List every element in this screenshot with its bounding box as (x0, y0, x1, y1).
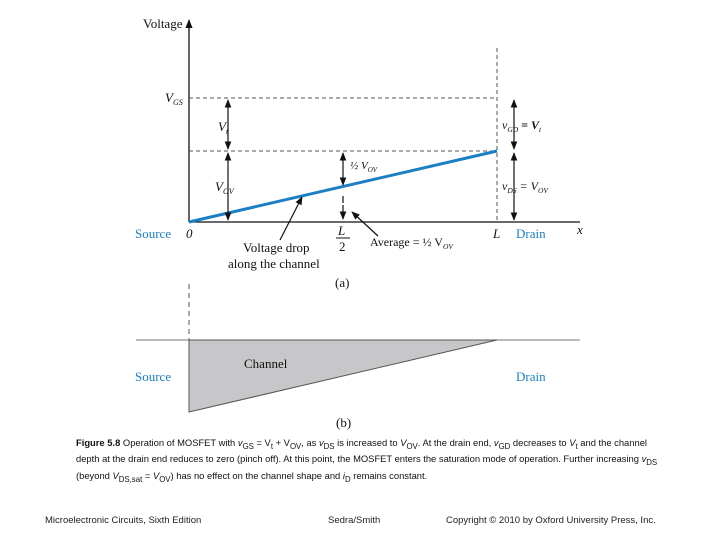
footer-copyright: Copyright © 2010 by Oxford University Press, Inc. (446, 515, 656, 526)
voltage-drop-label-line1: Voltage drop (243, 240, 310, 255)
average-pointer (352, 212, 378, 236)
caption-line-2: depth at the drain end reduces to zero (pinch off). At this point, the MOSFET enters the saturation mode of operation. Further increasing $v_{DS}$ (76, 453, 658, 468)
panel-a-label: (a) (335, 275, 350, 290)
figure-caption (76, 437, 686, 486)
footer-book-title: Microelectronic Circuits, Sixth Edition (45, 515, 202, 526)
channel-region (189, 340, 497, 412)
vgd-label: $v_{GD} = V_t$ (502, 118, 542, 134)
caption-line-3: (beyond $V_{DS,sat} = V_{OV}$) has no effect on the channel shape and $i_D$ remains constant. (76, 469, 428, 484)
channel-label: Channel (244, 356, 288, 371)
source-label-b: Source (135, 369, 172, 384)
y-axis-label: Voltage (143, 16, 183, 31)
source-label-a: Source (135, 226, 172, 241)
drain-label-b: Drain (516, 369, 546, 384)
l-half-numerator: L (338, 223, 346, 238)
l-label: L (493, 226, 501, 241)
vgs-label: $V_{GS}$ (165, 90, 183, 107)
average-label: Average = ½ $V_{OV}$ (370, 235, 453, 251)
x-axis-label: x (577, 222, 583, 237)
drain-label-a: Drain (516, 226, 546, 241)
caption-line-1: Figure 5.8 Operation of MOSFET with $v_{GS} = V_t + V_{OV}$, as $v_{DS}$ is increased to $V_{OV}$. At the drain end, $v_{GD}$ decreases to $V_t$ and the channel (76, 437, 647, 451)
panel-b-label: (b) (336, 415, 352, 430)
vds-label: $v_{DS} = V_{OV}$ (502, 179, 548, 195)
footer-authors: Sedra/Smith (328, 515, 381, 526)
half-vov-label: ½ $V_{OV}$ (350, 160, 378, 174)
vt-label: $V_t$ (218, 119, 229, 136)
vov-label: $V_{OV}$ (215, 179, 234, 196)
origin-label: 0 (186, 226, 193, 241)
voltage-drop-pointer (280, 197, 302, 240)
l-half-denominator: 2 (339, 239, 346, 254)
voltage-drop-label-line2: along the channel (228, 256, 320, 271)
